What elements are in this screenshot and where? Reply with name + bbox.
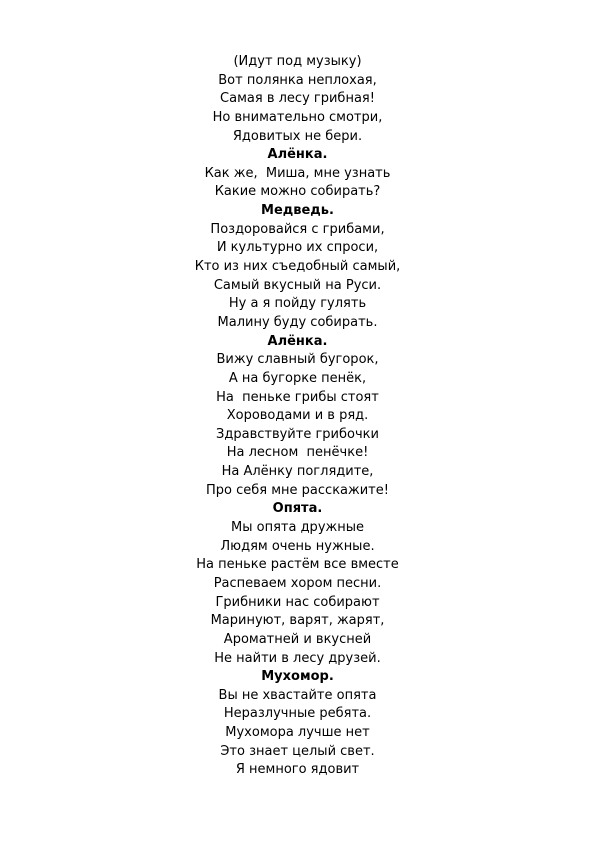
verse-line: Ну а я пойду гулять: [228, 296, 367, 312]
verse-line: Маринуют, варят, жарят,: [210, 613, 385, 629]
verse-line: Кто из них съедобный самый,: [194, 259, 401, 275]
verse-line: Это знает целый свет.: [220, 743, 375, 759]
verse-line: И культурно их спроси,: [216, 240, 379, 256]
verse-line: Какие можно собирать?: [214, 184, 381, 200]
stage-direction: (Идут под музыку): [233, 54, 362, 69]
verse-line: Вижу славный бугорок,: [216, 352, 379, 368]
verse-line: Неразлучные ребята.: [223, 706, 372, 722]
verse-line: На Алёнку поглядите,: [221, 464, 374, 480]
verse-line: Вы не хвастайте опята: [218, 687, 377, 703]
speaker-name: Алёнка.: [267, 147, 328, 163]
verse-line: Здравствуйте грибочки: [216, 426, 379, 442]
verse-line: Людям очень нужные.: [220, 538, 375, 554]
verse-line: Вот полянка неплохая,: [218, 72, 377, 88]
verse-line: Самый вкусный на Руси.: [213, 277, 382, 293]
speaker-name: Мухомор.: [261, 669, 334, 685]
verse-line: Про себя мне расскажите!: [206, 482, 389, 498]
verse-line: Но внимательно смотри,: [212, 109, 383, 125]
verse-line: Поздоровайся с грибами,: [210, 221, 385, 237]
verse-line: На пеньке растём все вместе: [196, 557, 399, 573]
document-page: [0, 53, 595, 780]
verse-line: Малину буду собирать.: [217, 314, 378, 330]
speaker-name: Медведь.: [261, 203, 334, 219]
speaker-name: Опята.: [272, 501, 323, 517]
verse-line: На лесном пенёчке!: [226, 445, 369, 461]
verse-line: Как же, Миша, мне узнать: [204, 165, 391, 181]
verse-line: Мухомора лучше нет: [225, 725, 370, 741]
verse-line: Хороводами и в ряд.: [226, 408, 369, 424]
verse-line: Распеваем хором песни.: [213, 575, 382, 591]
verse-line: Ароматней и вкусней: [223, 631, 372, 647]
verse-line: Ядовитых не бери.: [232, 128, 363, 144]
verse-line: А на бугорке пенёк,: [228, 370, 367, 386]
verse-line: Самая в лесу грибная!: [220, 91, 375, 107]
speaker-name: Алёнка.: [267, 333, 328, 349]
verse-line: На пеньке грибы стоят: [216, 389, 379, 405]
verse-line: Не найти в лесу друзей.: [214, 650, 381, 666]
verse-line: Я немного ядовит: [235, 762, 360, 778]
verse-line: Мы опята дружные: [231, 520, 364, 536]
verse-line: Грибники нас собирают: [215, 594, 380, 610]
